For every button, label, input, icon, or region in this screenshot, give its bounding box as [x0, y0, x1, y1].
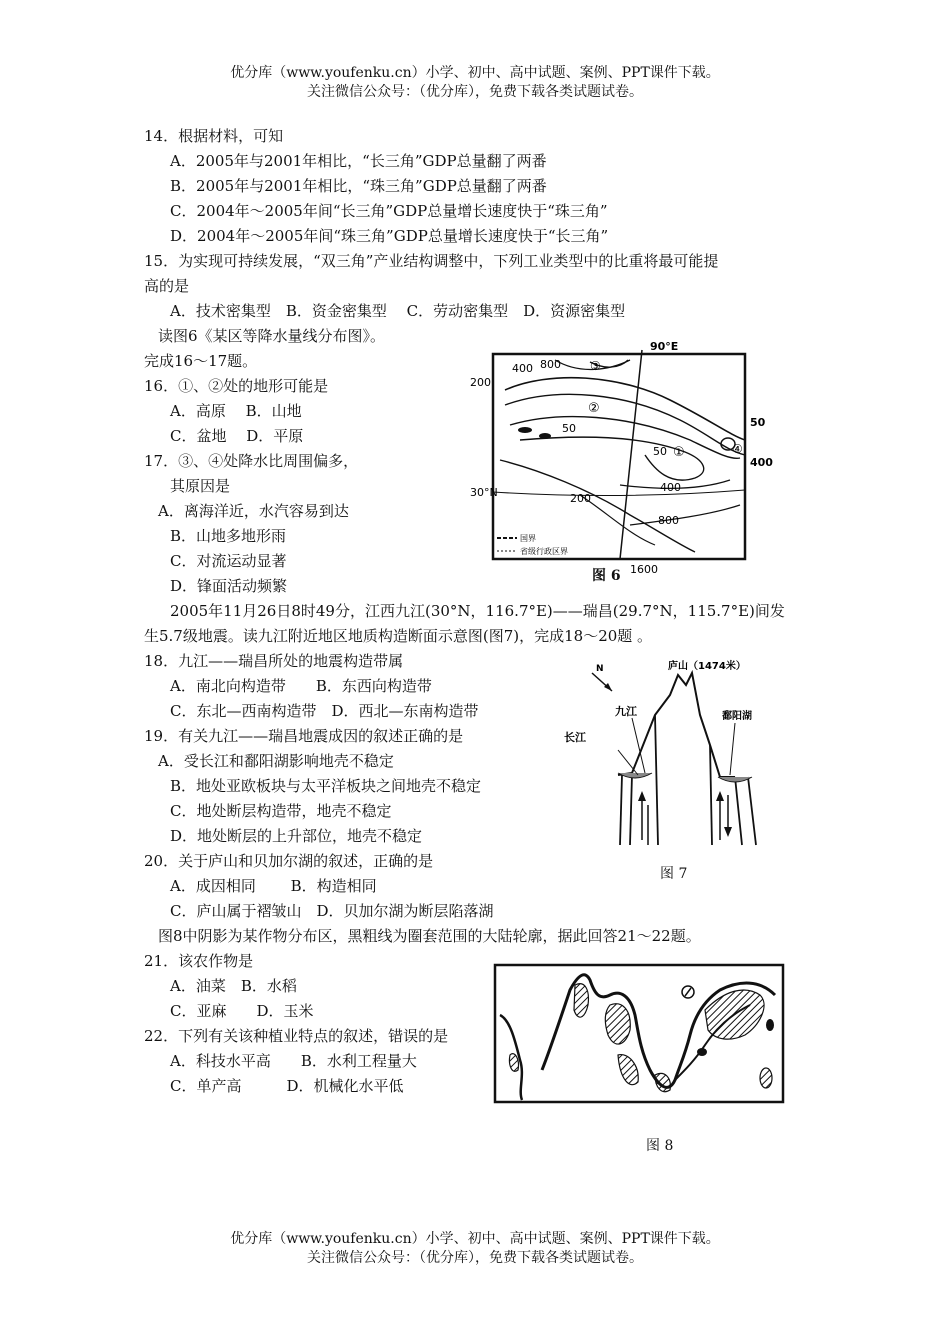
footer-line-1: 优分库（www.youfenku.cn）小学、初中、高中试题、案例、PPT课件下载。: [230, 1231, 720, 1247]
intro6-line-1: 读图6《某区等降水量线分布图》。: [158, 327, 386, 345]
fig6-isoline-label: 400: [512, 362, 533, 375]
q17-option-d: D．锋面活动频繁: [170, 577, 288, 595]
q20-options-ab: A．成因相同 B．构造相同: [170, 877, 377, 895]
fig6-isoline-label: 200: [570, 492, 591, 505]
q14-option-b: B．2005年与2001年相比，“珠三角”GDP总量翻了两番: [170, 177, 547, 195]
fig7-mountain-label: 庐山（1474米）: [668, 661, 746, 672]
fig6-isoline-label: 400: [660, 481, 681, 494]
q17-option-a: A．离海洋近，水汽容易到达: [158, 502, 349, 520]
header-line-1: 优分库（www.youfenku.cn）小学、初中、高中试题、案例、PPT课件下载。: [230, 65, 720, 81]
fig6-legend-province: 省级行政区界: [520, 547, 568, 556]
fig6-mark-4: ④: [732, 442, 743, 456]
fig6-isoline-label: 400: [750, 456, 773, 469]
fig7-north-label: N: [596, 664, 604, 674]
q18-options-ab: A．南北向构造带 B．东西向构造带: [170, 677, 432, 695]
q19-option-c: C．地处断层构造带，地壳不稳定: [170, 802, 392, 820]
figure-6-precipitation-map: [470, 340, 780, 590]
fig6-isoline-label: 200: [470, 376, 491, 389]
q15-stem-2: 高的是: [144, 277, 190, 295]
q14-stem: 14．根据材料，可知: [144, 127, 284, 145]
q19-option-d: D．地处断层的上升部位，地壳不稳定: [170, 827, 423, 845]
q21-stem: 21．该农作物是: [144, 952, 254, 970]
q21-options-cd: C．亚麻 D．玉米: [170, 1002, 314, 1020]
q16-options-ab: A．高原 B．山地: [170, 402, 302, 420]
q14-option-d: D．2004年～2005年间“珠三角”GDP总量增长速度快于“长三角”: [170, 227, 609, 245]
fig6-latitude-label: 30°N: [470, 486, 498, 499]
q18-stem: 18．九江——瑞昌所处的地震构造带属: [144, 652, 404, 670]
q20-options-cd: C．庐山属于褶皱山 D．贝加尔湖为断层陷落湖: [170, 902, 494, 920]
figure-8-crop-map: [490, 960, 790, 1110]
q15-stem-1: 15．为实现可持续发展，“双三角”产业结构调整中，下列工业类型中的比重将最可能提: [144, 252, 719, 270]
fig7-yangtze-label: 长江: [564, 731, 586, 744]
fig6-isoline-label: 800: [658, 514, 679, 527]
intro6-line-2: 完成16～17题。: [144, 352, 258, 370]
q19-option-b: B．地处亚欧板块与太平洋板块之间地壳不稳定: [170, 777, 482, 795]
fig6-isoline-label: 1600: [630, 563, 658, 576]
intro8: 图8中阴影为某作物分布区，黑粗线为圈套范围的大陆轮廓，据此回答21～22题。: [158, 927, 701, 945]
intro7-line-1: 2005年11月26日8时49分，江西九江(30°N，116.7°E)——瑞昌(29.7°N，115.7°E)间发: [170, 602, 785, 620]
q17-option-c: C．对流运动显著: [170, 552, 287, 570]
q22-options-ab: A．科技水平高 B．水利工程量大: [170, 1052, 417, 1070]
q15-options: A．技术密集型 B．资金密集型 C．劳动密集型 D．资源密集型: [170, 302, 626, 320]
q20-stem: 20．关于庐山和贝加尔湖的叙述，正确的是: [144, 852, 434, 870]
fig6-isoline-label: 50: [750, 416, 766, 429]
fig6-mark-3: ③: [590, 359, 601, 373]
q14-option-c: C．2004年～2005年间“长三角”GDP总量增长速度快于“珠三角”: [170, 202, 608, 220]
fig6-isoline-label: 50: [562, 422, 576, 435]
q19-stem: 19．有关九江——瑞昌地震成因的叙述正确的是: [144, 727, 464, 745]
q22-stem: 22．下列有关该种植业特点的叙述，错误的是: [144, 1027, 449, 1045]
figure-8-caption: 图 8: [646, 1138, 674, 1154]
figure-7-caption: 图 7: [660, 866, 688, 882]
header-line-2: 关注微信公众号：（优分库），免费下载各类试题试卷。: [307, 84, 643, 100]
fig6-mark-1: ①: [673, 445, 685, 460]
q21-options-ab: A．油菜 B．水稻: [170, 977, 297, 995]
fig7-jiujiang-label: 九江: [615, 705, 637, 718]
fig6-mark-2: ②: [588, 401, 600, 416]
q17-option-b: B．山地多地形雨: [170, 527, 287, 545]
fig6-isoline-label: 50: [653, 445, 667, 458]
q16-options-cd: C．盆地 D．平原: [170, 427, 304, 445]
figure-6-caption: 图 6: [592, 568, 621, 584]
footer-line-2: 关注微信公众号：（优分库），免费下载各类试题试卷。: [307, 1250, 643, 1266]
figure-7-fault-section: [560, 655, 780, 850]
q17-stem-1: 17．③、④处降水比周围偏多，: [144, 452, 359, 470]
fig6-longitude-label: 90°E: [650, 340, 679, 353]
q19-option-a: A．受长江和鄱阳湖影响地壳不稳定: [158, 752, 394, 770]
q16-stem: 16．①、②处的地形可能是: [144, 377, 329, 395]
q14-option-a: A．2005年与2001年相比，“长三角”GDP总量翻了两番: [170, 152, 547, 170]
fig6-legend-border: 国界: [520, 534, 536, 543]
q22-options-cd: C．单产高 D．机械化水平低: [170, 1077, 404, 1095]
q17-stem-2: 其原因是: [170, 477, 231, 495]
q18-options-cd: C．东北—西南构造带 D．西北—东南构造带: [170, 702, 479, 720]
intro7-line-2: 生5.7级地震。读九江附近地区地质构造断面示意图(图7)，完成18～20题 。: [144, 627, 653, 645]
fig6-isoline-label: 800: [540, 358, 561, 371]
fig7-poyang-label: 鄱阳湖: [722, 711, 752, 722]
